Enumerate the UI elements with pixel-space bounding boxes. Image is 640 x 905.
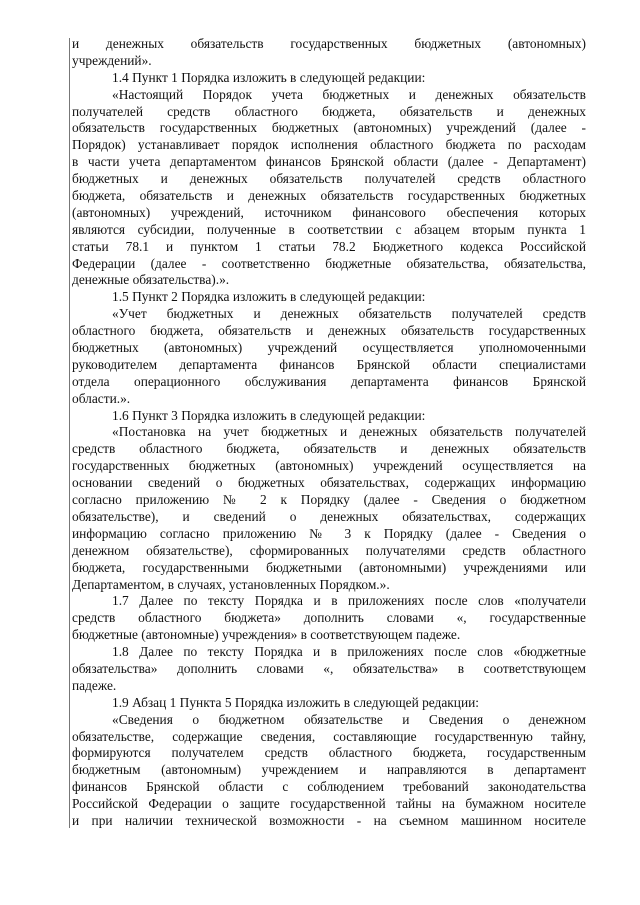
- text-line: руководителем департамента финансов Брянской области специалистами: [72, 356, 586, 372]
- text-line: бюджетных (автономных) учреждений осуществляется уполномоченными: [72, 340, 586, 356]
- text-line: информацию согласно приложению № 3 к Порядку (далее - Сведения о: [72, 525, 586, 541]
- text-line: 1.5 Пункт 2 Порядка изложить в следующей редакции:: [112, 289, 426, 305]
- text-line: основании сведений о бюджетных обязательствах, содержащих информацию: [72, 475, 586, 491]
- text-line: и денежных обязательств государственных бюджетных (автономных): [72, 36, 586, 51]
- text-line: Российской Федерации о защите государственной тайны на бумажном носителе: [72, 796, 586, 812]
- text-line: 1.9 Абзац 1 Пункта 5 Порядка изложить в следующей редакции:: [112, 694, 480, 710]
- text-line: Федерации (далее - соответственно бюджетные обязательства, обязательства,: [72, 255, 586, 271]
- text-line: «Учет бюджетных и денежных обязательств получателей средств: [112, 306, 586, 322]
- text-line: государственных бюджетных (автономных) учреждений осуществляется на: [72, 458, 586, 474]
- text-line: средств областного бюджета» дополнить словами «, государственные: [72, 610, 586, 626]
- text-line: являются субсидии, полученные в соответствии с абзацем вторым пункта 1: [72, 221, 586, 237]
- text-line: обязательстве, содержащие сведения, составляющие государственную тайну,: [72, 728, 586, 744]
- text-line: 1.8 Далее по тексту Порядка и в приложениях после слов «бюджетные: [112, 644, 586, 660]
- text-line: бюджета, обязательств и денежных обязательств государственных бюджетных: [72, 188, 586, 204]
- text-line: «Сведения о бюджетном обязательстве и Сведения о денежном: [112, 711, 586, 727]
- text-line: получателей средств областного бюджета, обязательств и денежных: [72, 103, 586, 119]
- text-line: бюджетных и денежных обязательств получателей средств областного: [72, 171, 586, 187]
- text-line: падеже.: [72, 677, 117, 693]
- text-line: «Постановка на учет бюджетных и денежных обязательств получателей: [112, 424, 586, 440]
- text-line: статьи 78.1 и пунктом 1 статьи 78.2 Бюджетного кодекса Российской: [72, 238, 586, 254]
- text-line: и при наличии технической возможности - на съемном машинном носителе: [72, 812, 586, 828]
- text-line: согласно приложению № 2 к Порядку (далее - Сведения о бюджетном: [72, 492, 586, 508]
- text-line: бюджета, государственными бюджетными (автономными) учреждениями или: [72, 559, 586, 575]
- text-line: 1.6 Пункт 3 Порядка изложить в следующей редакции:: [112, 407, 426, 423]
- text-line: бюджетные (автономные) учреждения» в соответствующем падеже.: [72, 627, 461, 643]
- text-line: средств областного бюджета, обязательств и денежных обязательств: [72, 441, 586, 457]
- text-line: финансов Брянской области с соблюдением требований законодательства: [72, 779, 586, 795]
- text-line: «Настоящий Порядок учета бюджетных и денежных обязательств: [112, 86, 586, 102]
- text-line: обязательства» дополнить словами «, обязательства» в соответствующем: [72, 660, 586, 676]
- text-line: 1.4 Пункт 1 Порядка изложить в следующей редакции:: [112, 69, 426, 85]
- text-line: формируются получателем средств областного бюджета, государственным: [72, 745, 586, 761]
- text-line: обязательств государственных бюджетных (автономных) учреждений (далее -: [72, 120, 586, 136]
- text-line: отдела операционного обслуживания департамента финансов Брянской: [72, 373, 586, 389]
- text-line: Порядок) устанавливает порядок исполнения областного бюджета по расходам: [72, 137, 586, 153]
- text-line: Департаментом, в случаях, установленных Порядком.».: [72, 576, 390, 592]
- text-line: в части учета департаментом финансов Брянской области (далее - Департамент): [72, 154, 586, 170]
- text-line: (автономных) учреждений, источником финансового обеспечения которых: [72, 204, 586, 220]
- text-line: областного бюджета, обязательств и денежных обязательств государственных: [72, 323, 586, 339]
- text-line: области.».: [72, 390, 131, 406]
- text-line: 1.7 Далее по тексту Порядка и в приложениях после слов «получатели: [112, 593, 586, 609]
- text-line: денежном обязательстве), сформированных получателями средств областного: [72, 542, 586, 558]
- text-line: обязательстве), и сведений о денежных обязательствах, содержащих: [72, 508, 586, 524]
- text-line: бюджетным (автономным) учреждением и направляются в департамент: [72, 762, 586, 778]
- text-line: денежные обязательства).».: [72, 272, 230, 288]
- document-page: [72, 36, 586, 830]
- text-line: учреждений».: [72, 52, 152, 68]
- document-body: [72, 36, 586, 830]
